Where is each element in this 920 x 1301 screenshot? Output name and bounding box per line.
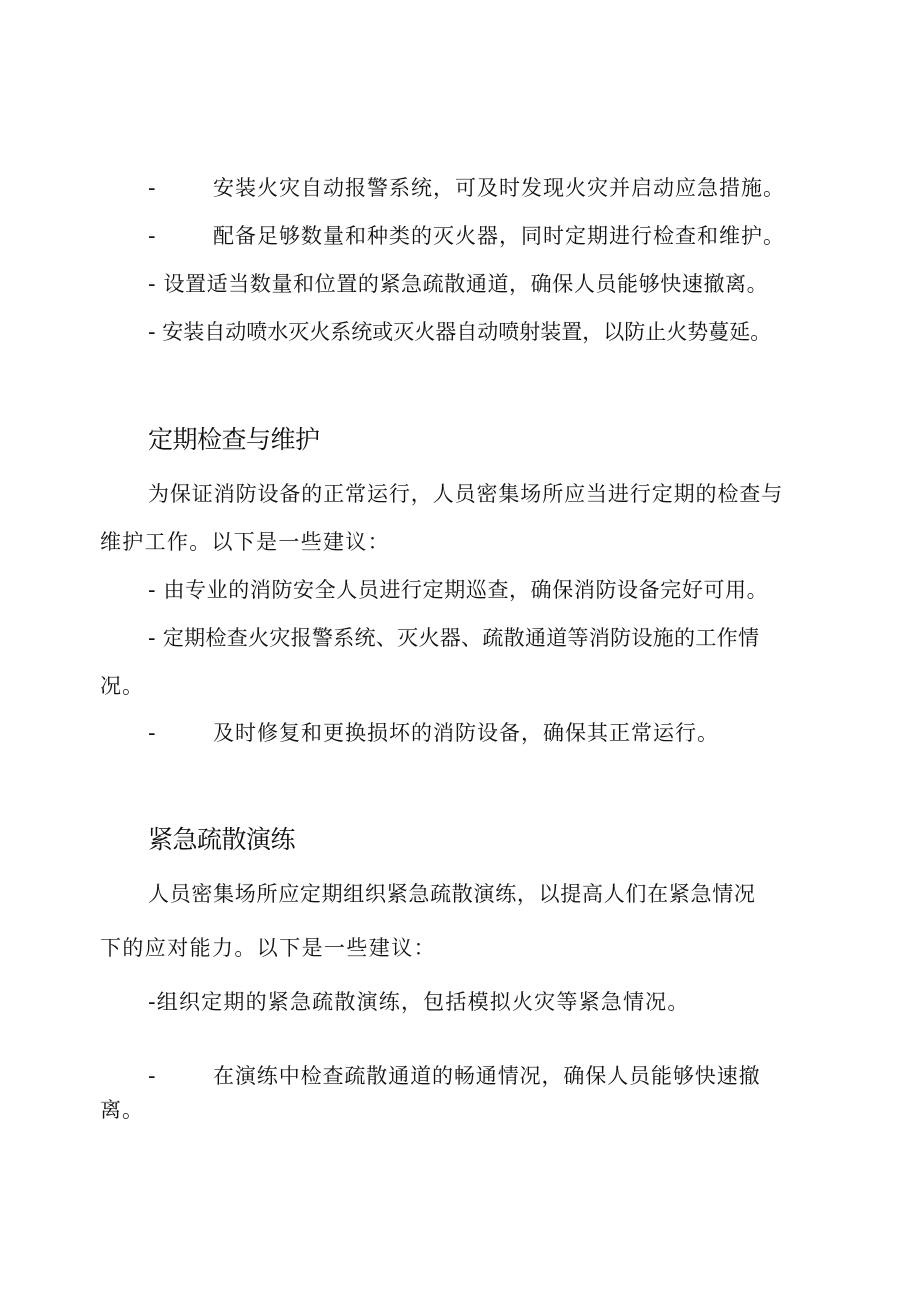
list-dash: - (148, 721, 156, 745)
list-item: - 安装自动喷水灭火系统或灭火器自动喷射装置，以防止火势蔓延。 (148, 320, 772, 344)
list-item: 及时修复和更换损坏的消防设备，确保其正常运行。 (213, 721, 719, 745)
list-item: - 由专业的消防安全人员进行定期巡查，确保消防设备完好可用。 (148, 578, 769, 602)
list-item: - 定期检查火灾报警系统、灭火器、疏散通道等消防设施的工作情 (148, 626, 760, 650)
list-item-continuation: 况。 (100, 674, 144, 698)
list-dash: - (148, 1064, 156, 1088)
list-item: 配备足够数量和种类的灭火器，同时定期进行检查和维护。 (213, 224, 785, 248)
list-item: - 设置适当数量和位置的紧急疏散通道，确保人员能够快速撤离。 (148, 272, 769, 296)
section-heading: 定期检查与维护 (148, 425, 320, 454)
paragraph-line: 人员密集场所应定期组织紧急疏散演练，以提高人们在紧急情况 (148, 882, 756, 906)
paragraph-line: 下的应对能力。以下是一些建议： (100, 936, 436, 960)
list-dash: - (148, 176, 156, 200)
list-item: 在演练中检查疏散通道的畅通情况，确保人员能够快速撤 (213, 1064, 761, 1088)
list-dash: - (148, 224, 156, 248)
list-item: 安装火灾自动报警系统，可及时发现火灾并启动应急措施。 (213, 176, 785, 200)
list-item: -组织定期的紧急疏散演练，包括模拟火灾等紧急情况。 (148, 990, 690, 1014)
paragraph-line: 维护工作。以下是一些建议： (100, 530, 390, 554)
section-heading: 紧急疏散演练 (148, 825, 296, 854)
list-item-continuation: 离。 (100, 1098, 144, 1122)
paragraph-line: 为保证消防设备的正常运行，人员密集场所应当进行定期的检查与 (148, 482, 784, 506)
